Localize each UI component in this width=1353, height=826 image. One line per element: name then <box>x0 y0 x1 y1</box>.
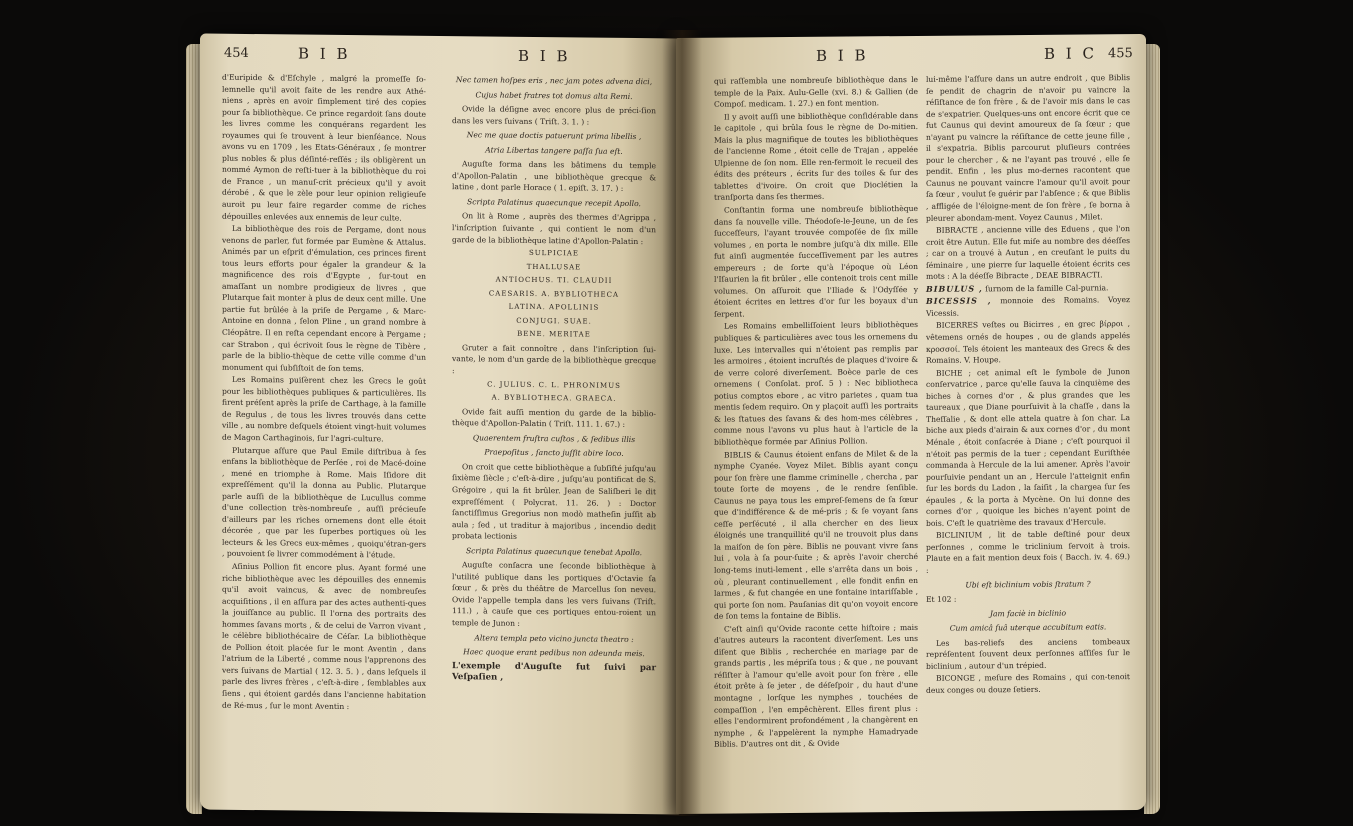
left-page-column-2 <box>452 74 656 687</box>
verse-line: Nec me quae doctis patuerunt prima libellis , <box>466 130 642 142</box>
entry-text: ſurnom de la famille Cal-purnia. <box>985 283 1109 294</box>
paragraph: Ovide fait auſſi mention du garde de la biblio-thèque d'Apollon-Palatin ( Triſt. 111. 1. 67.) : <box>452 406 656 430</box>
entry-heading: BICESSIS , <box>926 295 992 307</box>
verse-line: Cujus habet fratres tot domus alta Remi. <box>475 89 633 101</box>
paragraph: d'Euripide & d'Eſchyle , malgré la promeſſe ſo-lemnelle qu'il avoit faite de les rendre aux Athé-niens , après en avoir ſimplement tiré des copies pour ſa bibliothèque. Ce prince regardoit ſans doute les livres comme les conquérans regardent les royaumes qui ſe trouvent à leur bienſéance. Nous avons vu en 1709 , les Etats-Généraux , ſe montrer plus nobles & plus déſinté-reſſés ; ils obligèrent un nommé Aymon de reſti-tuer à la bibliothèque du roi de France , un manuſ-crit précieux qu'il y avoit dérobé , & que le zèle pour leur opinion religieuſe auroit pu leur faire regarder comme de riches dépouilles enlevées aux ennemis de leur culte. <box>222 72 426 223</box>
book-gutter <box>662 30 702 816</box>
paragraph: Auguſte forma dans les bâtimens du temple d'Apollon-Palatin , une bibliothèque grecque & latine , dont parle Horace ( 1. epiſt. 3. 17. ) : <box>452 159 656 194</box>
verse-line: Haec quoque erant pedibus non adeunda meis. <box>463 647 645 659</box>
paragraph: qui raſſembla une nombreuſe bibliothèque dans le temple de la Paix. Aulu-Gelle (xvi. 8.) & Gallien (de Compoſ. medicam. 1. 27.) en font mention. <box>714 74 918 109</box>
paragraph: BIBRACTE , ancienne ville des Eduens , que l'on croit être Autun. Elle fut miſe au nombre des déeſſes ; car on a trouvé à Autun , en creuſant le puits du ſéminaire , une pierre ſur laquelle étoient écrits ces mots : A la déeſſe Bibracte , DEAE BIBRACTI. <box>926 224 1130 282</box>
paragraph: Gruter a fait connoître , dans l'inſcription ſui-vante, le nom d'un garde de la bibliothèque grecque : <box>452 343 656 376</box>
paragraph: Les Romains embelliſſoient leurs bibliothèques publiques & particulières avec tous les ornemens du luxe. Les intervalles qui n'étoient pas remplis par les armoires , étoient incruſtés de plaques d'ivoire & de verre coloré diverſement. Boèce parle de ces ornemens ( Conſolat. proſ. 5 ) : Nec bibliotheca potius comptos ebore , ac vitro parietes , quam tua mentis ſedem requiro. On y plaçoit auſſi les portraits & les ſtatues des ſavans & des hom-mes célèbres , comme nous l'avons vu plus haut à l'article de la bibliothèque formée par Aſinius Pollion. <box>714 320 918 447</box>
inscription-line: C. JULIUS. C. L. PHRONIMUS <box>487 380 621 390</box>
paragraph: BIBLIS & Caunus étoient enfans de Milet & de la nymphe Cyanée. Voyez Milet. Biblis ayant conçu pour ſon frère une flamme criminelle , chercha , par toute ſorte de moyens , de le rendre ſenſible. Caunus ne paya tous les empreſ-ſemens de ſa ſœur que d'indifférence & de mé-pris ; & ſe voyant ſans ceſſe perſécuté , il alla chercher en des lieux éloignés une tranquillité qu'il ne trouvoit plus dans la maiſon de ſon père. Biblis ne pouvant vivre ſans lui , vola à ſa pour-ſuite ; & après l'avoir cherché long-tems inuti-lement , elle s'arrêta dans un bois , où , pleurant continuellement , elle fondit enfin en larmes , & fut changée en une fontaine intariſſable , qui porte ſon nom. Pauſanias dit qu'on voyoit encore de ſon tems la fontaine de Biblis. <box>714 448 918 621</box>
paragraph: Aſinius Pollion fit encore plus. Ayant formé une riche bibliothèque avec les dépouilles des ennemis qu'il avoit vaincus, & avec de nombreuſes acquiſitions , il en aſſura par des actes authenti-ques la jouiſſance au public. Il l'orna des portraits des hommes ſavans morts , & de celui de Varron vivant , le célèbre bibliothécaire de Céſar. La bibliothèque de Pollion étoit placée ſur le mont Aventin , dans l'atrium de la Liberté , comme nous l'apprenons des vers ſuivans de Martial ( 12. 3. 5. ) , dans leſquels il parle des livres frères , c'eſt-à-dire , ſemblables aux ſiens , qui étoient gardés dans l'ancienne habitation de Ré-mus , ſur le mont Aventin : <box>222 561 426 711</box>
right-page <box>676 34 1146 814</box>
paragraph: lui-même l'aſſure dans un autre endroit , que Biblis ſe pendit de chagrin de n'avoir pu vaincre la réſiſtance de ſon frère , & de l'avoir mis dans le cas de s'expatrier. Quelques-uns ont encore écrit que ce fut Caunus qui devint amoureux de ſa ſœur ; que n'ayant pu vaincre la réſiſtance de cette jeune fille , il s'expatria. Biblis parcourut pluſieurs contrées pour le chercher , & ne l'ayant pas trouvé , elle ſe pendit. Enfin , les plus mo-dernes racontent que Caunus ne pouvant vaincre l'amour qu'il avoit pour ſa ſœur , voulut ſe guérir par l'abſence ; & que Biblis , affligée de l'éloigne-ment de ſon frère , ſe borna à pleurer abondam-ment. Voyez Caunus , Milet. <box>926 73 1130 223</box>
paragraph: BICLINIUM , lit de table deſtiné pour deux perſonnes , comme le triclinium ſervoit à trois. Plaute en a fait mention deux fois ( Bacch. iv. 4. 69.) : <box>926 529 1130 575</box>
inscription-line: CAESARIS. A. BYBLIOTHECA <box>488 289 620 299</box>
running-head-left-col: B I B <box>816 46 869 65</box>
paragraph: Les Romains puiſèrent chez les Grecs le goût pour les bibliothèques publiques & particulières. Ils firent préſent après la priſe de Carthage, à la famille de Regulus , de tous les livres trouvés dans cette ville , au nombre deſquels étoient vingt-huit volumes de Magon Carthaginois, ſur l'agri-culture. <box>222 375 426 444</box>
page-number-right: 455 <box>1108 46 1133 62</box>
paragraph: Plutarque aſſure que Paul Emile diſtribua à ſes enfans la bibliothèque de Perſée , roi de Macé-doine , mené en triomphe à Rome. Mais Iſidore dit expreſſément qu'il la donna au Public. Plutarque parle auſſi de la bibliothèque de Lucullus comme d'une collection très-nombreuſe , auſſi précieuſe d'ailleurs par les riches ornemens dont elle étoit décorée , que par les ſuperbes portiques où les lecteurs & les Grecs eux-mêmes , quoiqu'étran-gers , pouvoient ſe livrer commodément à l'étude. <box>222 445 426 560</box>
inscription-line: CONJUGI. SUAE. <box>516 316 592 326</box>
paragraph: Il y avoit auſſi une bibliothèque conſidérable dans le capitole , qui brûla ſous le règne de Do-mitien. Mais la plus magnifique de toutes les bibliothèques de l'ancienne Rome , étoit celle de Trajan , appelée Ulpienne de ſon nom. Elle ren-fermoit le recueil des édits des préteurs , écrits ſur des toiles & ſur des tablettes d'ivoire. On croit que Dioclétien la tranſporta dans ſes thermes. <box>714 110 918 203</box>
entry-bicessis <box>926 294 1130 319</box>
entry-heading: BIBULUS , <box>926 283 983 294</box>
paragraph: Ovide la déſigne avec encore plus de préci-ſion dans les vers ſuivans ( Triſt. 3. 1. ) : <box>452 104 656 127</box>
running-head-left-col: B I B <box>298 44 351 64</box>
verse-line: Praepoſitus , ſancto juſſit abire loco. <box>484 447 624 459</box>
paragraph: La bibliothèque des rois de Pergame, dont nous venons de parler, fut formée par Eumène & Attalus. Animés par un eſprit d'émulation, ces princes firent tous leurs efforts pour égaler la grandeur & la magnificence des rois d'Egypte , ſur-tout en amaſſant un nombre prodigieux de livres , que Plutarque fait monter à plus de deux cent mille. Une partie fut brûlée à la priſe de Pergame , & Marc-Antoine en donna , ſelon Pline , un grand nombre à Cléopâtre. Il en reſta cependant encore à Pergame ; car Strabon , qui écrivoit ſous le règne de Tibère , parle de la biblio-thèque de cette ville comme d'un monument qui ſubſiſtoit de ſon tems. <box>222 223 426 373</box>
inscription-sulpiciae <box>452 247 656 342</box>
paragraph: BICERRES veſtes ou Bicirres , en grec βίρροι , vêtemens ornés de houpes , ou de glands appelés κροσσοί. Tels étoient les manteaux des Grecs & des Romains. V. Houpe. <box>926 319 1130 365</box>
paragraph: On croit que cette bibliothèque a ſubſiſté juſqu'au ſixième ſiècle ; c'eſt-à-dire , juſqu'au pontificat de S. Grégoire , qui la fit brûler. Jean de Saliſberi le dit expreſſément ( Polycrat. 11. 26. ) : Doctor ſanctiſſimus Gregorius non modò matheſin juſſit ab aula ; ſed , ut traditur à majoribus , incendio dedit probata lectionis <box>452 462 656 541</box>
inscription-phronimus <box>452 379 656 406</box>
inscription-line: LATINA. APOLLINIS <box>508 303 600 312</box>
inscription-line: A. BYBLIOTHECA. GRAECA. <box>491 393 617 403</box>
right-page-column-2 <box>926 72 1130 697</box>
inscription-line: ANTIOCHUS. TI. CLAUDII <box>495 275 613 286</box>
paragraph: Auguſte conſacra une ſeconde bibliothèque à l'utilité publique dans les portiques d'Octavie ſa ſœur , & près du théâtre de Marcellus ſon neveu. Ovide l'appelle templa dans les vers ſuivans (Triſt. 111.) , à cauſe que ces portiques entou-roient un temple de Junon : <box>452 560 656 628</box>
paragraph: Les bas-reliefs des anciens tombeaux repréſentent ſouvent deux perſonnes aſſiſes ſur le biclinium , autour d'un trépied. <box>926 636 1130 671</box>
verse-line: Jam faciè in biclinio <box>989 608 1067 618</box>
verse-line: Cum amicâ ſuâ uterque accubitum eatis. <box>949 622 1107 633</box>
left-page <box>200 33 680 814</box>
citation-line: Et 102 : <box>926 594 957 604</box>
paragraph: Conſtantin forma une nombreuſe bibliothèque dans ſa nouvelle ville. Théodoſe-le-Jeune, un de ſes ſucceſſeurs, l'ayant trouvée compoſée de ſix mille volumes , en porta le nombre juſqu'à dix mille. Elle fut ainſi augmentée ſucceſſivement par les autres empereurs ; de ſorte qu'à l'époque où Léon l'Iſaurien la fit brûler , elle contenoit trois cent mille volumes. On aſſuroit que l'Iliade & l'Odyſſée y étoient écrites en lettres d'or ſur les boyaux d'un ſerpent. <box>714 203 918 319</box>
verse-line: Ubi eſt biclinium vobis ſtratum ? <box>965 578 1091 590</box>
verse-line: Quaerentem fruſtra cuſtos , & ſedibus illis <box>472 433 636 444</box>
running-head-right-col: B I B <box>518 46 571 66</box>
inscription-line: THALLUSAE <box>526 262 582 272</box>
left-page-column-1 <box>222 72 426 714</box>
paragraph: BICONGE , meſure des Romains , qui con-tenoit deux conges ou douze ſetiers. <box>926 672 1130 695</box>
inscription-line: SULPICIAE <box>528 249 580 258</box>
right-page-column-1 <box>714 74 918 751</box>
verse-line: Atria Libertas tangere paſſa ſua eſt. <box>485 145 623 156</box>
paragraph: On lit à Rome , auprès des thermes d'Agrippa , l'inſcription ſuivante , qui contient le nom d'un garde de la bibliothèque latine d'Apollon-Palatin : <box>452 211 656 246</box>
paragraph: BICHE ; cet animal eſt le ſymbole de Junon conſervatrice , parce qu'elle ſauva la cinquième des biches à cornes d'or , & plus grandes que les taureaux , que Diane pourſuivit à la chaſſe , dans la Theſſalie , & dont elle attela quatre à ſon char. La biche aux pieds d'airain & aux cornes d'or , du mont Ménale , étoit conſacrée à Diane ; c'eſt pourquoi il n'étoit pas permis de la tuer ; cependant Euriſthée commanda à Hercule de la lui amener. Après l'avoir pourſuivie pendant un an , Hercule l'atteignit enfin ſur les bords du Ladon , la ſaiſit , la chargea ſur ſes épaules , & la porta à Mycène. On lui donne des cornes d'or , quoique les biches n'ayent point de bois. C'eſt le quatrième des travaux d'Hercule. <box>926 366 1130 528</box>
inscription-line: BENE. MERITAE <box>517 330 591 339</box>
entry-text: monnoie des Romains. Voyez Vicessis. <box>926 295 1130 318</box>
running-head-right-col: B I C <box>1044 44 1097 63</box>
verse-line: Scripta Palatinus quaecunque recepit Apollo. <box>467 197 641 209</box>
paragraph: L'exemple d'Auguſte fut ſuivi par Veſpaſien , <box>452 660 656 683</box>
verse-line: Nec tamen hoſpes eris , nec jam potes advena dici, <box>455 75 653 87</box>
page-number-left: 454 <box>224 45 249 61</box>
paragraph: C'eſt ainſi qu'Ovide raconte cette hiſtoire ; mais d'autres auteurs la racontent diverſement. Les uns diſent que Biblis , recherchée en mariage par de grands partis , les mépriſa tous ; & que , ne pouvant réſiſter à l'amour qu'elle avoit pour ſon frère , elle étoit prête à ſe jeter , de déſeſpoir , du haut d'une montagne , lorſque les nymphes , touchées de compaſſion , l'en empêchèrent. Elles firent plus : elles l'endormirent profondément , la changèrent en nymphe , & l'appelèrent la nymphe Hamadryade Biblis. D'autres ont dit , & Ovide <box>714 622 918 749</box>
verse-line: Altera templa peto vicino juncta theatro : <box>474 632 634 644</box>
right-page-edges <box>1144 44 1160 814</box>
verse-line: Scripta Palatinus quaecunque tenebat Apollo. <box>465 545 643 557</box>
entry-bibulus <box>926 282 1130 295</box>
